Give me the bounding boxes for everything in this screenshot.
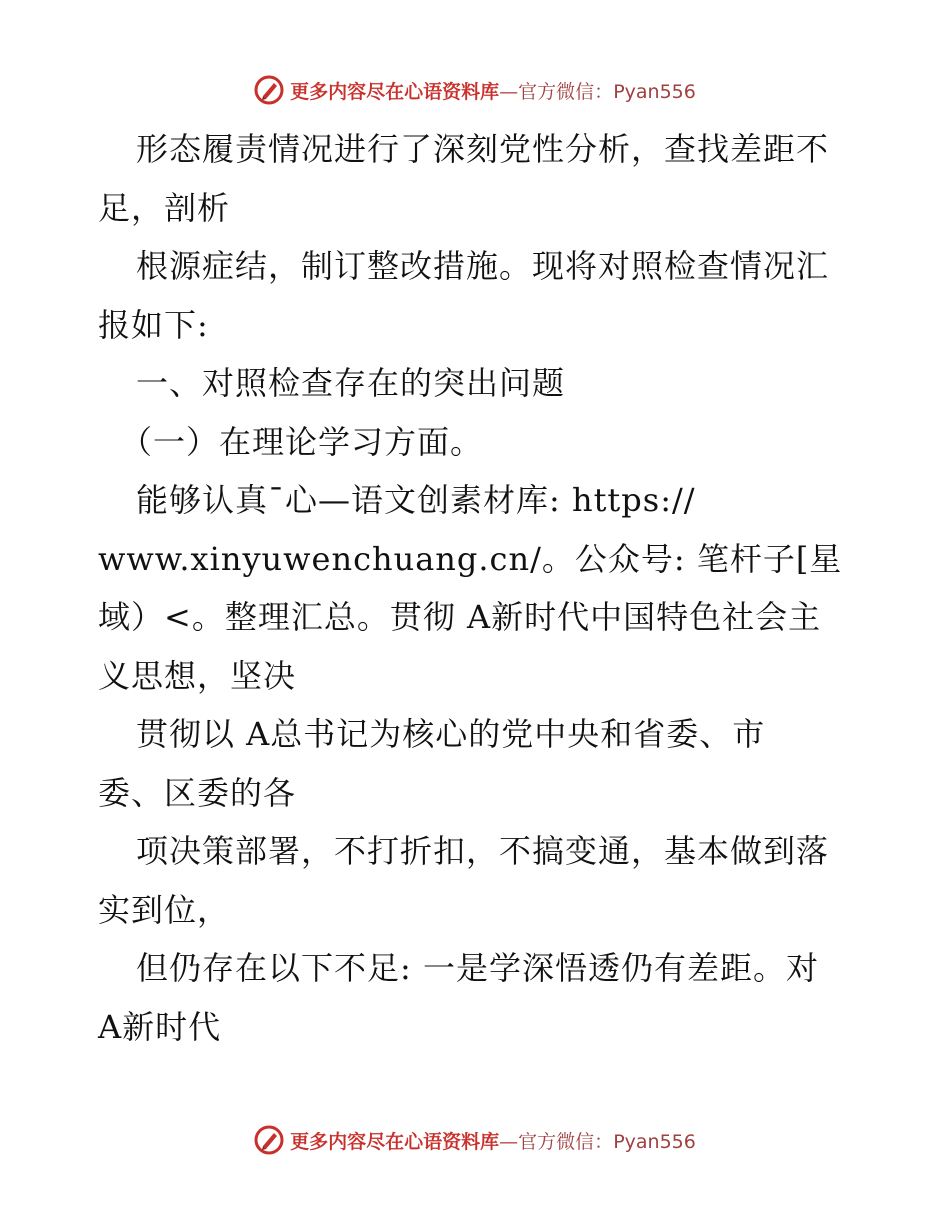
paragraph-line: 实到位， [98, 890, 231, 929]
paragraph-line: 域）<。整理汇总。贯彻 A新时代中国特色社会主 [98, 598, 822, 636]
paragraph-line: 形态履责情况进行了深刻党性分析，查找差距不 [136, 130, 830, 168]
paragraph-line: 贯彻以 A总书记为核心的党中央和省委、市 [136, 715, 766, 753]
banner-highlight: 更多内容尽在心语资料库 [290, 80, 500, 103]
paragraph-line: 项决策部署，不打折扣，不搞变通，基本做到落 [136, 832, 830, 870]
footer-banner [0, 1120, 950, 1160]
header-banner [0, 70, 950, 110]
banner-label: 官方微信： [518, 1130, 614, 1153]
banner-wechat: Pyan556 [613, 1130, 696, 1153]
paragraph-line: 报如下: [98, 305, 209, 344]
subsection-heading: （一）在理论学习方面。 [120, 422, 484, 461]
header-banner-text [290, 77, 696, 104]
paragraph-line: 根源症结，制订整改措施。现将对照检查情况汇 [136, 247, 830, 285]
pen-logo-icon [254, 75, 284, 105]
paragraph-line: 足，剖析 [98, 188, 231, 227]
paragraph-line: A新时代 [98, 1007, 222, 1046]
footer-banner-text [290, 1127, 696, 1154]
paragraph-line: 但仍存在以下不足: 一是学深悟透仍有差距。对 [136, 949, 819, 987]
paragraph-line: 义思想，坚决 [98, 656, 297, 695]
document-body [98, 120, 858, 1056]
banner-dash: — [499, 1130, 519, 1153]
section-heading: 一、对照检查存在的突出问题 [136, 364, 566, 402]
paragraph-line: www.xinyuwenchuang.cn/。公众号: 笔杆子[星 [98, 539, 843, 578]
banner-highlight: 更多内容尽在心语资料库 [290, 1130, 500, 1153]
banner-wechat: Pyan556 [613, 80, 696, 103]
banner-dash: — [499, 80, 519, 103]
pen-logo-icon [254, 1125, 284, 1155]
paragraph-line: 能够认真¯心—语文创素材库: https:// [136, 481, 696, 519]
paragraph-line: 委、区委的各 [98, 773, 297, 812]
banner-label: 官方微信： [518, 80, 614, 103]
